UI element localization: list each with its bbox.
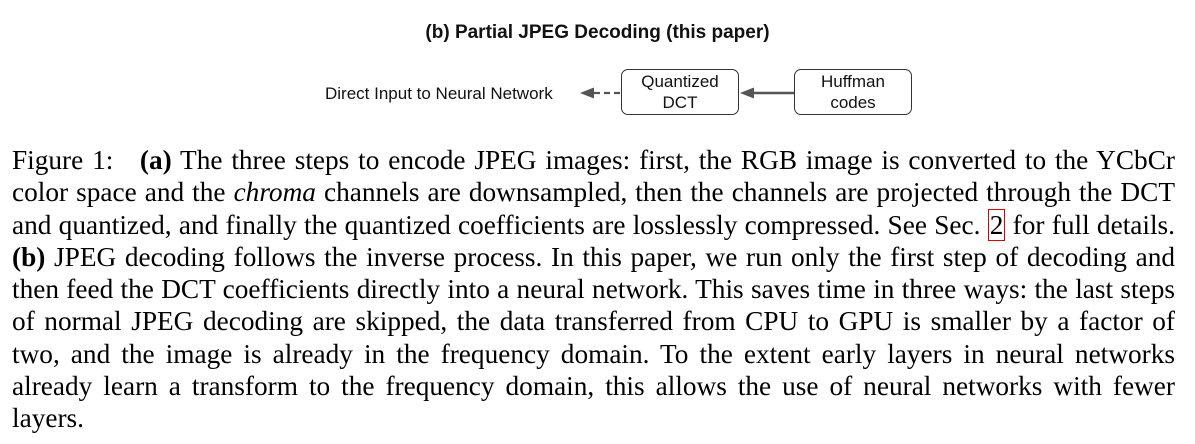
part-b-label: (b) xyxy=(12,241,46,272)
huffman-line2: codes xyxy=(830,93,876,112)
part-b-text: JPEG decoding follows the inverse process. In this paper, we run only the first step of decoding and then feed the DCT coefficients directly into a neural network. This saves time in three ways: the last steps of normal JPEG decoding are skipped, the data transferred from CPU to GPU is smaller by a factor of two, and the image is already in the frequency domain. To the extent early layers in neural networks already learn a transform to the frequency domain, this allows the use of neural networks with fewer layers. xyxy=(12,241,1175,434)
figure-label: Figure 1: xyxy=(12,145,114,175)
chroma-emphasis: chroma xyxy=(233,177,316,208)
dashed-arrow-head xyxy=(580,88,594,99)
figure-caption xyxy=(12,144,1175,435)
jpeg-decoding-diagram xyxy=(0,0,1195,130)
part-a-label: (a) xyxy=(139,145,172,175)
part-a-text-3: for full details. xyxy=(1012,209,1176,240)
diagram-title: (b) Partial JPEG Decoding (this paper) xyxy=(425,22,770,43)
huffman-line1: Huffman xyxy=(821,72,885,91)
quantized-dct-box xyxy=(621,69,739,115)
diagram-arrows xyxy=(0,0,1195,130)
solid-arrow-head xyxy=(740,88,754,99)
huffman-codes-box xyxy=(794,69,912,115)
quantized-dct-line1: Quantized xyxy=(641,72,719,91)
part-a-text-1: The three steps to encode JPEG images: first, the RGB image is converted to the YCbCr color space and the xyxy=(12,145,1175,208)
part-a-text-2: channels are downsampled, then the channels are projected through the DCT and quantized, and finally the quantized coefficients are losslessly compressed. See Sec. xyxy=(12,177,1176,240)
quantized-dct-line2: DCT xyxy=(662,93,698,112)
output-label: Direct Input to Neural Network xyxy=(325,84,553,103)
section-ref-link[interactable]: 2 xyxy=(989,209,1004,240)
